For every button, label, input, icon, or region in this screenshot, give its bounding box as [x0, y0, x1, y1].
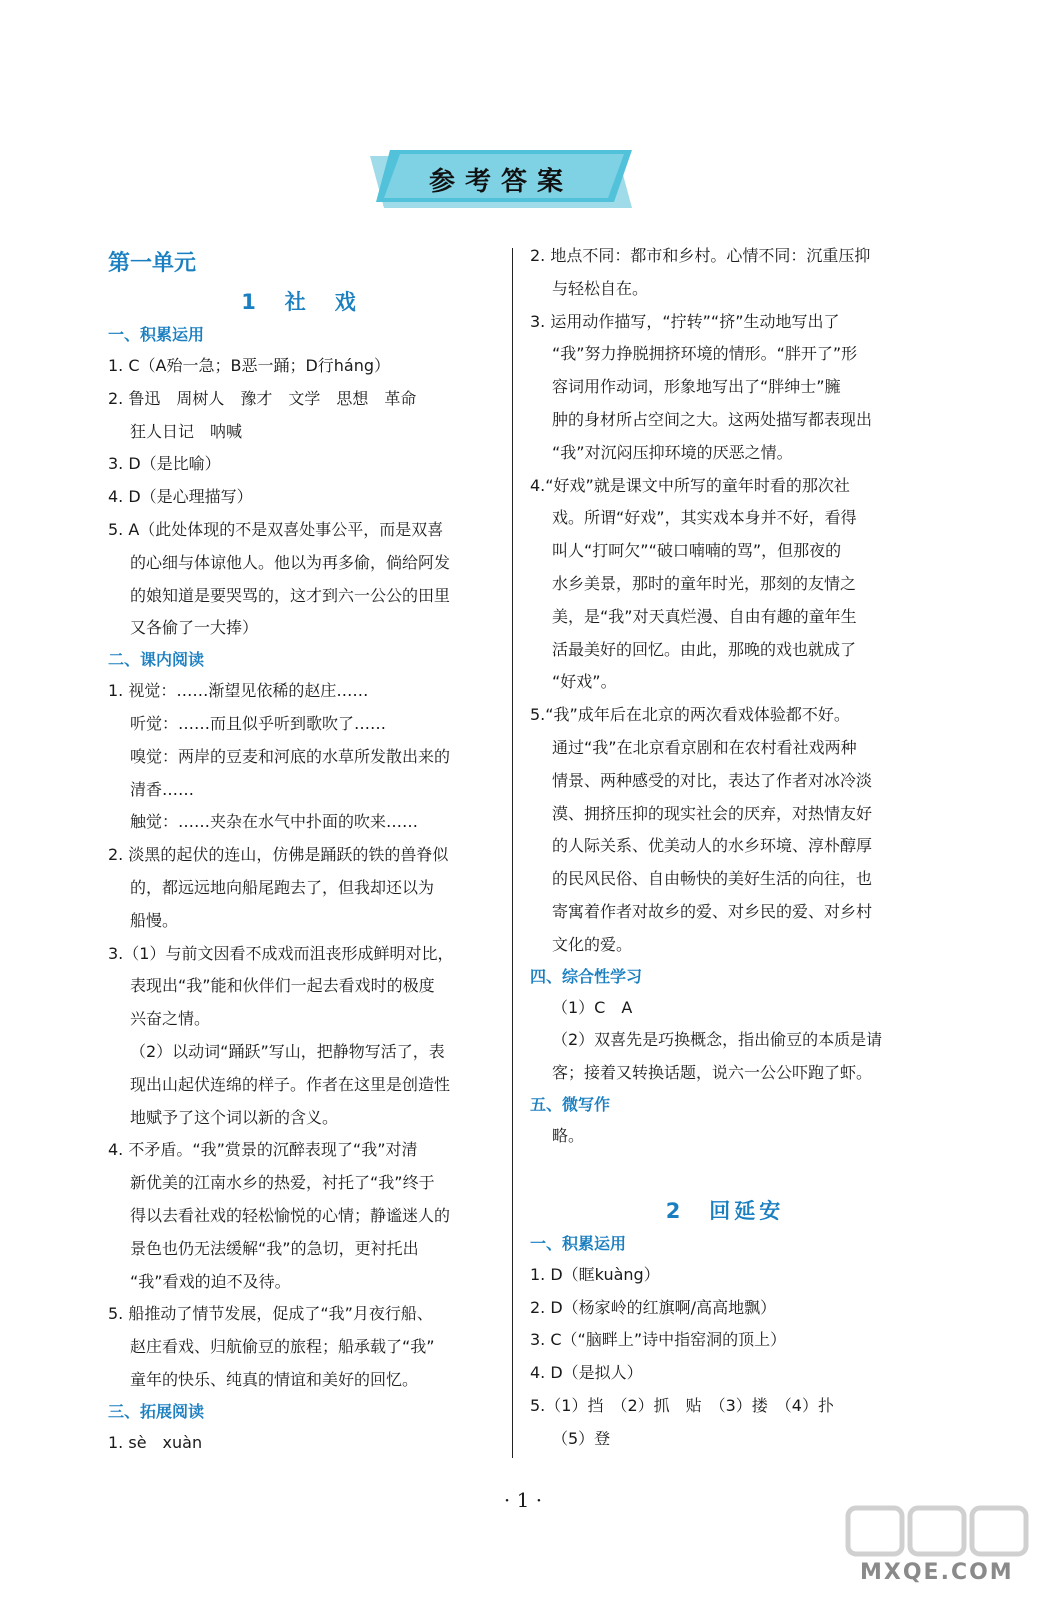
answer-line: 4.“好戏”就是课文中所写的童年时看的那次社 — [530, 475, 850, 495]
unit-title: 第一单元 — [108, 251, 197, 276]
answer-line: 漠、拥挤压抑的现实社会的厌弃，对热情友好 — [552, 803, 873, 823]
page-number: · 1 · — [503, 1488, 543, 1512]
answer-line: 触觉：……夹杂在水气中扑面的吹来…… — [130, 812, 419, 832]
answer-line: 4. 不矛盾。“我”赏景的沉醉表现了“我”对清 — [108, 1140, 418, 1160]
answer-line: 美，是“我”对天真烂漫、自由有趣的童年生 — [552, 606, 857, 626]
answer-line: 的，都远远地向船尾跑去了，但我却还以为 — [130, 877, 435, 897]
answer-line: 文化的爱。 — [552, 934, 633, 954]
answer-line: “我”看戏的迫不及待。 — [130, 1271, 291, 1291]
answer-line: 1. D（眶kuàng） — [530, 1264, 660, 1284]
answer-line: 5.（1）挡 （2）抓 贴 （3）搂 （4）扑 — [530, 1395, 834, 1415]
answer-line: 3. D（是比喻） — [108, 454, 221, 474]
section-title: 四、综合性学习 — [530, 966, 643, 986]
answer-line: 又各偷了一大捧） — [130, 618, 259, 638]
answer-line: 5. A（此处体现的不是双喜处事公平，而是双喜 — [108, 519, 444, 539]
answer-line: 5. 船推动了情节发展，促成了“我”月夜行船、 — [108, 1304, 433, 1324]
answer-line: 情景、两种感受的对比，表达了作者对冰冷淡 — [552, 770, 873, 790]
answer-line: 客；接着又转换话题，说六一公公吓跑了虾。 — [552, 1063, 873, 1083]
answer-line: 的民风民俗、自由畅快的美好生活的向往，也 — [552, 869, 873, 889]
answer-line: 兴奋之情。 — [130, 1009, 211, 1029]
answer-line: 船慢。 — [130, 910, 179, 930]
answer-line: 2. 淡黑的起伏的连山，仿佛是踊跃的铁的兽脊似 — [108, 845, 449, 865]
title-banner — [370, 150, 632, 214]
answer-line: （1）C A — [552, 997, 633, 1017]
answer-line: 嗅觉：两岸的豆麦和河底的水草所发散出来的 — [130, 746, 451, 766]
answer-line: （2）双喜先是巧换概念，指出偷豆的本质是请 — [552, 1030, 883, 1050]
answer-line: 1. sè xuàn — [108, 1432, 203, 1452]
section-title: 二、课内阅读 — [108, 650, 205, 670]
lesson-title: 1 社 戏 — [241, 290, 360, 314]
answer-line: 戏。所谓“好戏”，其实戏本身并不好，看得 — [552, 508, 857, 528]
answer-line: 2. D（杨家岭的红旗啊/高高地飘） — [530, 1297, 777, 1317]
section-title: 五、微写作 — [530, 1094, 611, 1114]
answer-line: 赵庄看戏、归航偷豆的旅程；船承载了“我” — [130, 1337, 435, 1357]
answer-line: 肿的身材所占空间之大。这两处描写都表现出 — [552, 409, 873, 429]
answer-line: 得以去看社戏的轻松愉悦的心情；静谧迷人的 — [130, 1205, 451, 1225]
answer-line: 狂人日记 呐喊 — [130, 421, 243, 441]
answer-line: （5）登 — [552, 1428, 611, 1448]
answer-line: 地赋予了这个词以新的含义。 — [130, 1107, 339, 1127]
answer-line: 2. 地点不同：都市和乡村。心情不同：沉重压抑 — [530, 246, 871, 265]
left-column — [108, 240, 493, 1460]
answer-line: 的娘知道是要哭骂的，这才到六一公公的田里 — [130, 585, 451, 605]
answer-line: （2）以动词“踊跃”写山，把静物写活了，表 — [130, 1041, 445, 1061]
answer-line: 听觉：……而且似乎听到歌吹了…… — [130, 713, 387, 733]
answer-line: 4. D（是拟人） — [530, 1363, 643, 1383]
answer-line: 童年的快乐、纯真的情谊和美好的回忆。 — [130, 1369, 419, 1389]
section-title: 一、积累运用 — [108, 325, 205, 344]
lesson-title: 2 回延安 — [665, 1198, 785, 1223]
answer-line: 3. 运用动作描写，“拧转”“挤”生动地写出了 — [530, 311, 840, 331]
answer-line: 寄寓着作者对故乡的爱、对乡民的爱、对乡村 — [552, 901, 873, 921]
page-title: 参考答案 — [428, 167, 573, 197]
answer-line: “我”努力挣脱拥挤环境的情形。“胖开了”形 — [552, 344, 858, 364]
answer-line: 容词用作动词，形象地写出了“胖绅士”臃 — [552, 377, 841, 397]
answer-line: 2. 鲁迅 周树人 豫才 文学 思想 革命 — [108, 388, 417, 408]
answer-line: 现出山起伏连绵的样子。作者在这里是创造性 — [130, 1074, 451, 1094]
answer-line: 4. D（是心理描写） — [108, 487, 253, 507]
answer-line: 3.（1）与前文因看不成戏而沮丧形成鲜明对比， — [108, 943, 454, 963]
answer-line: 通过“我”在北京看京剧和在农村看社戏两种 — [552, 737, 857, 757]
spacer — [530, 1153, 920, 1193]
answer-line: 叫人“打呵欠”“破口喃喃的骂”，但那夜的 — [552, 541, 842, 561]
section-title: 一、积累运用 — [530, 1233, 627, 1253]
answer-line: 5.“我”成年后在北京的两次看戏体验都不好。 — [530, 705, 850, 725]
answer-line: 与轻松自在。 — [552, 278, 649, 298]
answer-line: 1. C（A殆一急；B恶一踊；D行háng） — [108, 356, 391, 375]
watermark-text: MXQE.COM — [860, 1560, 1014, 1585]
answer-line: 的人际关系、优美动人的水乡环境、淳朴醇厚 — [552, 836, 873, 856]
column-divider — [512, 248, 513, 1458]
answer-line: 1. 视觉：……渐望见依稀的赵庄…… — [108, 681, 369, 701]
answer-line: “我”对沉闷压抑环境的厌恶之情。 — [552, 442, 793, 462]
answer-line: 的心细与体谅他人。他以为再多偷，倘给阿发 — [130, 552, 451, 572]
answer-line: 水乡美景，那时的童年时光，那刻的友情之 — [552, 573, 857, 593]
answer-line: 表现出“我”能和伙伴们一起去看戏时的极度 — [130, 976, 435, 996]
answer-line: 3. C（“脑畔上”诗中指窑洞的顶上） — [530, 1330, 787, 1350]
answer-line: 景色也仍无法缓解“我”的急切，更衬托出 — [130, 1238, 419, 1258]
section-title: 三、拓展阅读 — [108, 1401, 205, 1421]
answer-line: 活最美好的回忆。由此，那晚的戏也就成了 — [552, 639, 857, 659]
answer-line: 清香…… — [130, 779, 195, 799]
right-column — [530, 240, 920, 1456]
answer-line: “好戏”。 — [552, 672, 617, 692]
answer-line: 略。 — [552, 1125, 585, 1145]
answer-line: 新优美的江南水乡的热爱，衬托了“我”终于 — [130, 1173, 435, 1193]
